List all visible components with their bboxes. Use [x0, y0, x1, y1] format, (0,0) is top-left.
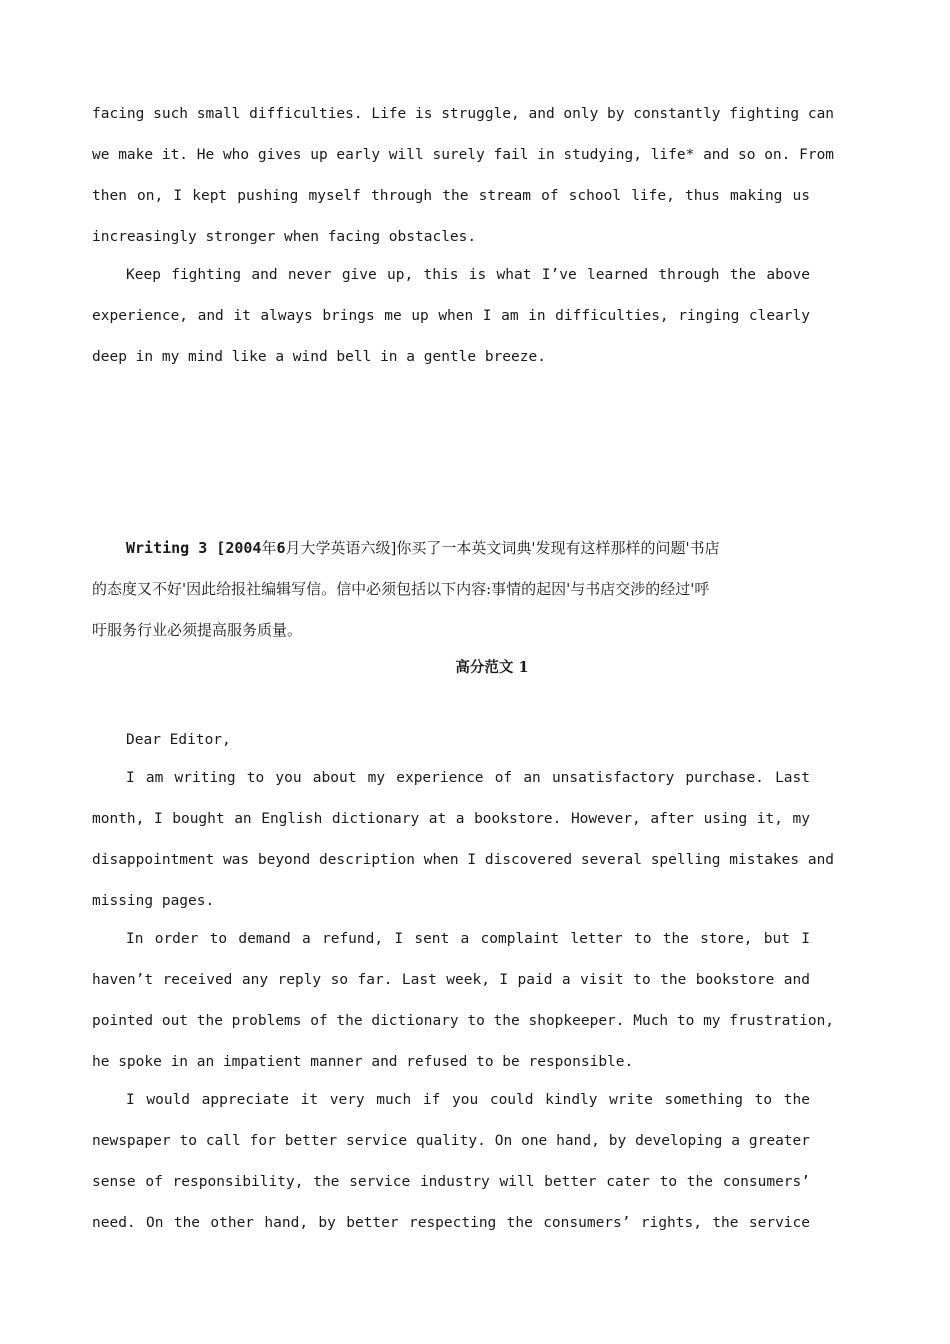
text-line: increasingly stronger when facing obstacles.	[92, 229, 477, 245]
writing-prompt-line-1	[126, 538, 810, 558]
text-line: Keep fighting and never give up, this is what I’ve learned through the above	[126, 267, 810, 283]
text-line: he spoke in an impatient manner and refused to be responsible.	[92, 1054, 634, 1070]
text-line: I am writing to you about my experience of an unsatisfactory purchase. Last	[126, 770, 810, 786]
text-line: month, I bought an English dictionary at a bookstore. However, after using it, my	[92, 811, 810, 827]
year-char: 年	[261, 539, 277, 557]
text-line: disappointment was beyond description when I discovered several spelling mistakes and	[92, 852, 835, 868]
text-line: newspaper to call for better service quality. On one hand, by developing a greater	[92, 1133, 810, 1149]
text-line: In order to demand a refund, I sent a complaint letter to the store, but I	[126, 931, 810, 947]
writing-prompt-line-3: 吁服务行业必须提高服务质量。	[92, 621, 303, 639]
text-line: need. On the other hand, by better respecting the consumers’ rights, the service	[92, 1215, 810, 1231]
text-line: then on, I kept pushing myself through the stream of school life, thus making us	[92, 188, 810, 204]
text-line: I would appreciate it very much if you could kindly write something to the	[126, 1092, 810, 1108]
prompt-text: 月大学英语六级]你买了一本英文词典'发现有这样那样的问题'书店	[285, 539, 720, 557]
sample-title: 高分范文 1	[455, 659, 529, 676]
writing-label: Writing 3 [2004	[126, 539, 262, 557]
text-line: experience, and it always brings me up when I am in difficulties, ringing clearly	[92, 308, 810, 324]
text-line: pointed out the problems of the dictionary to the shopkeeper. Much to my frustration,	[92, 1013, 835, 1029]
text-line: deep in my mind like a wind bell in a gentle breeze.	[92, 349, 546, 365]
text-line: we make it. He who gives up early will surely fail in studying, life* and so on. From	[92, 147, 835, 163]
text-line: facing such small difficulties. Life is struggle, and only by constantly fighting can	[92, 106, 835, 122]
letter-salutation: Dear Editor,	[126, 732, 231, 748]
text-line: sense of responsibility, the service industry will better cater to the consumers’	[92, 1174, 810, 1190]
text-line: missing pages.	[92, 893, 215, 909]
writing-prompt-line-2: 的态度又不好'因此给报社编辑写信。信中必须包括以下内容:事情的起因'与书店交涉的经过'呼	[92, 580, 710, 598]
text-line: haven’t received any reply so far. Last week, I paid a visit to the bookstore and	[92, 972, 810, 988]
month-number: 6	[276, 539, 286, 557]
